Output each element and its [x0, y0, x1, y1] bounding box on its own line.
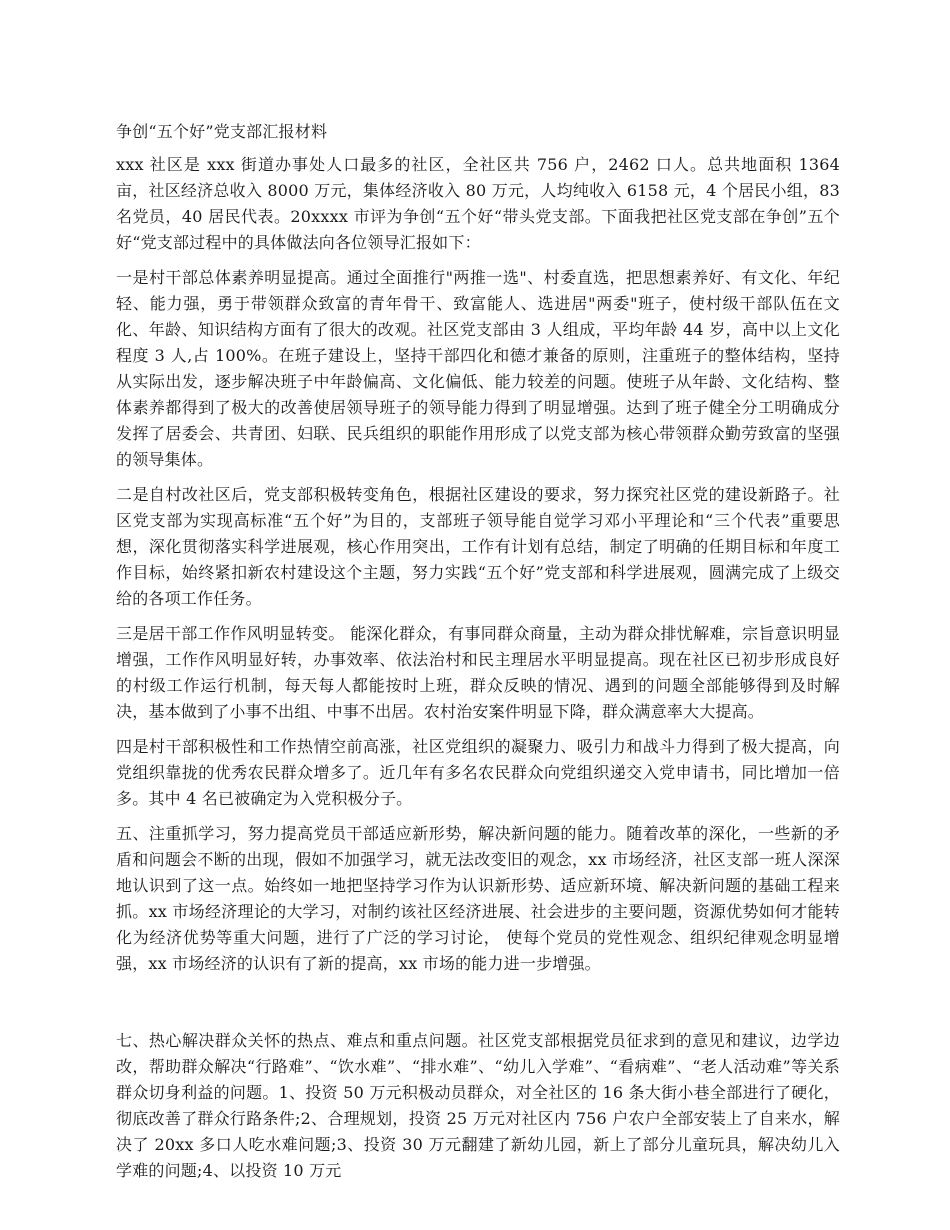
paragraph-cadre-quality: 一是村干部总体素养明显提高。通过全面推行"两推一选"、村委直选，把思想素养好、有文化、年纪轻、能力强，勇于带领群众致富的青年骨干、致富能人、选进居"两委"班子，使村级干部队伍在文化、年龄、知识结构方面有了很大的改观。社区党支部由 3 人组成，平均年龄 44 岁，高中以上文化程度 3 人,占 100%。在班子建设上，坚持干部四化和德才兼备的原则，注重班子的整体结构，坚持从实际出发，逐步解决班子中年龄偏高、文化偏低、能力较差的问题。使班子从年龄、文化结构、整体素养都得到了极大的改善使居领导班子的领导能力得到了明显增强。达到了班子健全分工明确成分发挥了居委会、共青团、妇联、民兵组织的职能作用形成了以党支部为核心带领群众勤劳致富的坚强的领导集体。	[116, 268, 840, 469]
document-title: 争创“五个好”党支部汇报材料	[116, 122, 328, 141]
section-gap	[116, 986, 840, 1028]
paragraph-hot-issues: 七、热心解决群众关怀的热点、难点和重点问题。社区党支部根据党员征求到的意见和建议，边学边改，帮助群众解决“行路难”、“饮水难”、“排水难”、“幼儿入学难”、“看病难”、“老人活动难”等关系群众切身利益的问题。1、投资 50 万元积极动员群众，对全社区的 16 条大街小巷全部进行了硬化，彻底改善了群众行路条件;2、合理规划，投资 25 万元对社区内 756 户农户全部安装上了自来水，解决了 20xx 多口人吃水难问题;3、投资 30 万元翻建了新幼儿园，新上了部分儿童玩具，解决幼儿入学难的问题;4、以投资 10 万元	[116, 1031, 840, 1180]
document-page	[116, 118, 840, 1193]
paragraph-work-style: 三是居干部工作作风明显转变。 能深化群众，有事同群众商量，主动为群众排忧解难，宗旨意识明显增强，工作作风明显好转，办事效率、依法治村和民主理居水平明显提高。现在社区已初步形成良好的村级工作运行机制，每天每人都能按时上班，群众反映的情况、遇到的问题全部能够得到及时解决，基本做到了小事不出组、中事不出居。农村治安案件明显下降，群众满意率大大提高。	[116, 624, 840, 721]
paragraph-enthusiasm: 四是村干部积极性和工作热情空前高涨，社区党组织的凝聚力、吸引力和战斗力得到了极大提高，向党组织靠拢的优秀农民群众增多了。近几年有多名农民群众向党组织递交入党申请书，同比增加一倍多。其中 4 名已被确定为入党积极分子。	[116, 737, 840, 808]
paragraph-role-transformation: 二是自村改社区后，党支部积极转变角色，根据社区建设的要求，努力探究社区党的建设新路子。社区党支部为实现高标准“五个好”为目的，支部班子领导能自觉学习邓小平理论和“三个代表”重要思想，深化贯彻落实科学进展观，核心作用突出，工作有计划有总结，制定了明确的任期目标和年度工作目标，始终紧扣新农村建设这个主题，努力实践“五个好”党支部和科学进展观，圆满完成了上级交给的各项工作任务。	[116, 485, 840, 608]
paragraph-intro: xxx 社区是 xxx 街道办事处人口最多的社区，全社区共 756 户，2462 口人。总共地面积 1364 亩，社区经济总收入 8000 万元，集体经济收入 80 万元，人均纯收入 6158 元，4 个居民小组，83 名党员，40 居民代表。20xxxx 市评为争创“五个好“带头党支部。下面我把社区党支部在争创”五个好“党支部过程中的具体做法向各位领导汇报如下：	[116, 155, 840, 252]
paragraph-study: 五、注重抓学习，努力提高党员干部适应新形势，解决新问题的能力。随着改革的深化，一些新的矛盾和问题会不断的出现，假如不加强学习，就无法改变旧的观念，xx 市场经济，社区支部一班人深深地认识到了这一点。始终如一地把坚持学习作为认识新形势、适应新环境、解决新问题的基础工程来抓。xx 市场经济理论的大学习，对制约该社区经济进展、社会进步的主要问题，资源优势如何才能转化为经济优势等重大问题，进行了广泛的学习讨论， 使每个党员的党性观念、组织纪律观念明显增强，xx 市场经济的认识有了新的提高，xx 市场的能力进一步增强。	[116, 824, 840, 973]
